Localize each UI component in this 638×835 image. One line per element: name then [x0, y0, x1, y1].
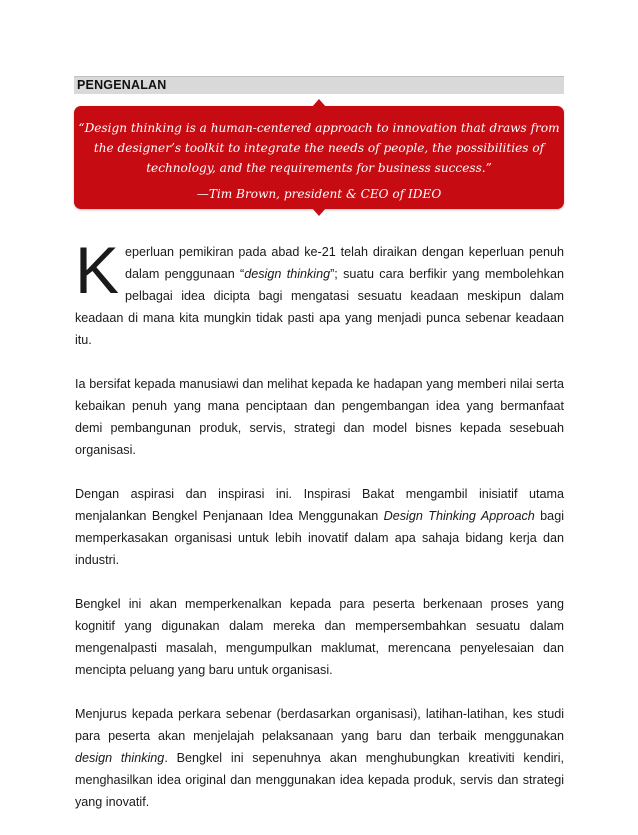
paragraph-1	[75, 233, 564, 351]
quote-attribution: —Tim Brown, president & CEO of IDEO	[196, 187, 442, 201]
section-heading-bar	[74, 76, 564, 94]
paragraph-5	[75, 703, 564, 813]
quote-text: “Design thinking is a human-centered approach to innovation that draws from the designer’s toolkit to integrate the needs of people, the possibilities of technology, and the requirements for business success.”	[78, 121, 560, 175]
paragraph-3	[75, 483, 564, 571]
section-title: PENGENALAN	[77, 78, 167, 92]
paragraph-2	[75, 373, 564, 461]
paragraph-1-text-a: eperluan pemikiran pada abad ke-21 telah diraikan dengan keperluan penuh dalam penggunaan “	[125, 245, 564, 281]
paragraph-4-text: Bengkel ini akan memperkenalkan kepada para peserta berkenaan proses yang kognitif yang digunakan dalam mereka dan mempersembahkan sesuatu dalam mengenalpasti masalah, mengumpulkan maklumat, merencana penyelesaian dan mencipta peluang yang baru untuk organisasi.	[75, 597, 564, 677]
paragraph-1-emphasis: design thinking	[244, 267, 331, 281]
quote-notch-bottom	[312, 208, 326, 216]
paragraph-5-text-a: Menjurus kepada perkara sebenar (berdasarkan organisasi), latihan-latihan, kes studi para peserta akan menjelajah pelaksanaan yang baru dan terbaik menggunakan	[75, 707, 564, 743]
paragraph-1-text-b: ”; suatu cara berfikir yang membolehkan pelbagai idea dicipta bagi mengatasi sesuatu keadaan meskipun dalam keadaan di mana kita mungkin tidak pasti apa yang menjadi punca sebenar keadaan itu.	[75, 267, 564, 347]
drop-cap: K	[75, 233, 120, 307]
paragraph-2-text: Ia bersifat kepada manusiawi dan melihat kepada ke hadapan yang memberi nilai serta kebaikan penuh yang mana penciptaan dan pengembangan idea yang bermanfaat demi pembangunan produk, servis, strategi dan model bisnes kepada sesebuah organisasi.	[75, 377, 564, 457]
paragraph-3-text-a: Dengan aspirasi dan inspirasi ini. Inspirasi Bakat mengambil inisiatif utama menjalankan Bengkel Penjanaan Idea Menggunakan	[75, 487, 564, 523]
paragraph-5-emphasis: design thinking	[75, 751, 165, 765]
paragraph-5-text-b: . Bengkel ini sepenuhnya akan menghubungkan kreativiti kendiri, menghasilkan idea original dan menggunakan idea kepada produk, servis dan strategi yang inovatif.	[75, 751, 564, 809]
body-text	[75, 233, 564, 835]
paragraph-4	[75, 593, 564, 681]
quote-callout	[74, 106, 564, 209]
paragraph-3-emphasis: Design Thinking Approach	[383, 509, 535, 523]
paragraph-3-text-b: bagi memperkasakan organisasi untuk lebih inovatif dalam apa sahaja bidang kerja dan industri.	[75, 509, 564, 567]
